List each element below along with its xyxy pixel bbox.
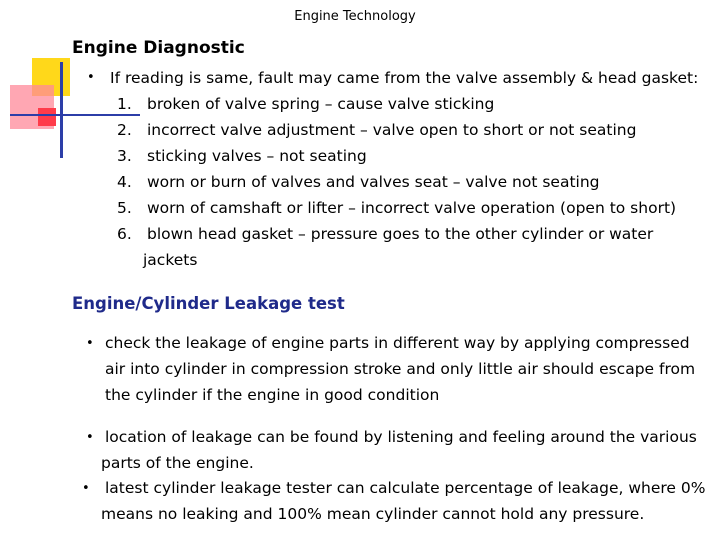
bullet-icon: • — [86, 336, 94, 351]
bullet-icon: • — [86, 430, 94, 445]
bullet-icon: • — [87, 70, 95, 85]
slide-header: Engine Technology — [294, 9, 416, 24]
leakage-bullet-2: location of leakage can be found by listening and feeling around the various parts of the engine. — [101, 428, 697, 472]
intro-text: If reading is same, fault may came from the valve assembly & head gasket: — [110, 69, 699, 87]
leakage-bullet-3: latest cylinder leakage tester can calculate percentage of leakage, where 0% means no leaking and 100% mean cylinder cannot hold any pressure. — [101, 479, 706, 523]
leakage-bullet-1: check the leakage of engine parts in different way by applying compressed air into cylinder in compression stroke and only little air should escape from the cylinder if the engine in good condition — [105, 334, 696, 404]
section-title-leakage-test: Engine/Cylinder Leakage test — [72, 294, 345, 313]
section-title-engine-diagnostic: Engine Diagnostic — [72, 38, 245, 58]
bullet-icon: • — [82, 481, 90, 496]
